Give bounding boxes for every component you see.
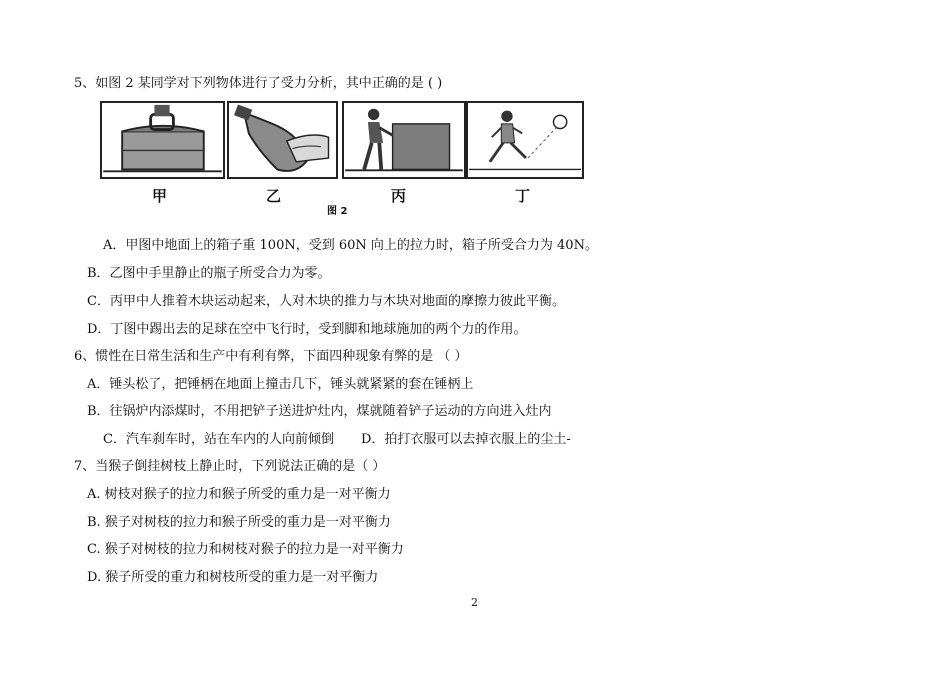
panel-label-bing: 丙 xyxy=(391,187,407,205)
question-5-option-d: D．丁图中踢出去的足球在空中飞行时，受到脚和地球施加的两个力的作用。 xyxy=(87,322,527,337)
box-with-handle-icon xyxy=(100,101,225,179)
question-6-option-a: A．锤头松了，把锤柄在地面上撞击几下，锤头就紧紧的套在锤柄上 xyxy=(87,377,474,392)
question-5-option-c: C．丙甲中人推着木块运动起来，人对木块的推力与木块对地面的摩擦力彼此平衡。 xyxy=(87,294,565,309)
question-6-option-b: B．往锅炉内添煤时，不用把铲子送进炉灶内，煤就随着铲子运动的方向进入灶内 xyxy=(87,404,552,419)
panel-label-yi: 乙 xyxy=(266,187,282,205)
panel-label-ding: 丁 xyxy=(515,187,531,205)
question-7-option-c: C. 猴子对树枝的拉力和树枝对猴子的拉力是一对平衡力 xyxy=(87,542,404,557)
person-pushing-block-icon xyxy=(342,101,466,179)
question-6-option-d: D．拍打衣服可以去掉衣服上的尘土- xyxy=(361,432,571,447)
panel-label-jia: 甲 xyxy=(152,187,168,205)
question-6-stem: 6、惯性在日常生活和生产中有利有弊，下面四种现象有弊的是 （ ） xyxy=(74,349,468,364)
question-5-stem: 5、如图 2 某同学对下列物体进行了受力分析，其中正确的是 ( ) xyxy=(74,76,443,91)
question-5-option-a: A．甲图中地面上的箱子重 100N，受到 60N 向上的拉力时，箱子所受合力为 40N。 xyxy=(103,238,598,253)
figure-caption: 图 2 xyxy=(327,206,348,217)
figure-2 xyxy=(100,101,584,181)
question-7-option-a: A. 树枝对猴子的拉力和猴子所受的重力是一对平衡力 xyxy=(87,487,391,502)
question-7-option-d: D. 猴子所受的重力和树枝所受的重力是一对平衡力 xyxy=(87,570,379,585)
question-5-option-b: B．乙图中手里静止的瓶子所受合力为零。 xyxy=(87,266,331,281)
page-number: 2 xyxy=(471,596,478,609)
person-kicking-ball-icon xyxy=(466,101,584,179)
question-6-option-c: C．汽车刹车时，站在车内的人向前倾倒 xyxy=(103,432,334,447)
question-7-stem: 7、当猴子倒挂树枝上静止时，下列说法正确的是（ ） xyxy=(74,459,386,474)
hand-holding-bottle-icon xyxy=(227,101,338,179)
question-7-option-b: B. 猴子对树枝的拉力和猴子所受的重力是一对平衡力 xyxy=(87,515,391,530)
